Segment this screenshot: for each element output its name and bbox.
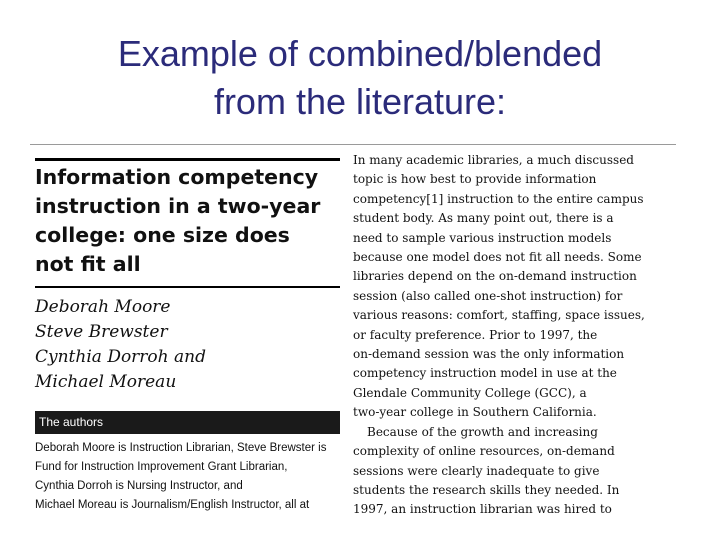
body-line: topic is how best to provide information bbox=[353, 172, 597, 187]
body-line: competency instruction model in use at the bbox=[353, 366, 617, 381]
authors-bio-line: Cynthia Dorroh is Nursing Instructor, and bbox=[35, 480, 243, 492]
body-line: student body. As many point out, there is a bbox=[353, 211, 614, 226]
article-title-line: college: one size does bbox=[35, 223, 290, 247]
article-authors bbox=[35, 295, 345, 395]
body-line: sessions were clearly inadequate to give bbox=[353, 463, 600, 478]
author-line: Steve Brewster bbox=[35, 322, 168, 342]
slide-title-line-2: from the literature: bbox=[213, 81, 507, 122]
body-line: two-year college in Southern California. bbox=[353, 405, 597, 420]
body-line: need to sample various instruction models bbox=[353, 230, 612, 245]
title-top-rule bbox=[35, 158, 340, 161]
body-line: Glendale Community College (GCC), a bbox=[353, 385, 587, 400]
article-left-column bbox=[35, 145, 340, 517]
body-line: or faculty preference. Prior to 1997, the bbox=[353, 327, 598, 342]
author-line: Cynthia Dorroh and bbox=[35, 347, 206, 367]
article-title-line: instruction in a two-year bbox=[35, 194, 321, 218]
author-line: Michael Moreau bbox=[35, 372, 177, 392]
body-line: Because of the growth and increasing bbox=[367, 424, 598, 439]
authors-section-label: The authors bbox=[35, 411, 340, 434]
slide-title bbox=[0, 30, 720, 126]
authors-bio-line: Deborah Moore is Instruction Librarian, Steve Brewster is bbox=[35, 442, 327, 454]
body-line: libraries depend on the on-demand instruction bbox=[353, 269, 637, 284]
body-line: complexity of online resources, on-demand bbox=[353, 444, 615, 459]
article-title bbox=[35, 163, 345, 279]
title-bottom-rule bbox=[35, 286, 340, 288]
authors-bio bbox=[35, 439, 355, 515]
article-body bbox=[353, 151, 675, 517]
article-title-line: not fit all bbox=[35, 252, 141, 276]
body-line: In many academic libraries, a much discussed bbox=[353, 153, 634, 167]
body-line: on-demand session was the only information bbox=[353, 347, 625, 362]
body-line: various reasons: comfort, staffing, space issues, bbox=[353, 308, 645, 323]
authors-bio-line: Michael Moreau is Journalism/English Instructor, all at bbox=[35, 499, 310, 511]
body-line: session (also called one-shot instruction) for bbox=[353, 288, 623, 303]
article-title-line: Information competency bbox=[35, 165, 319, 189]
author-line: Deborah Moore bbox=[35, 297, 171, 317]
authors-bio-line: Fund for Instruction Improvement Grant Librarian, bbox=[35, 461, 288, 473]
body-line: 1997, an instruction librarian was hired to bbox=[353, 502, 612, 517]
body-line: students the research skills they needed. In bbox=[353, 482, 620, 497]
body-line: because one model does not fit all needs. Some bbox=[353, 250, 642, 265]
article-scan bbox=[30, 145, 676, 517]
body-line: competency[1] instruction to the entire campus bbox=[353, 191, 644, 206]
slide-title-line-1: Example of combined/blended bbox=[117, 33, 603, 74]
